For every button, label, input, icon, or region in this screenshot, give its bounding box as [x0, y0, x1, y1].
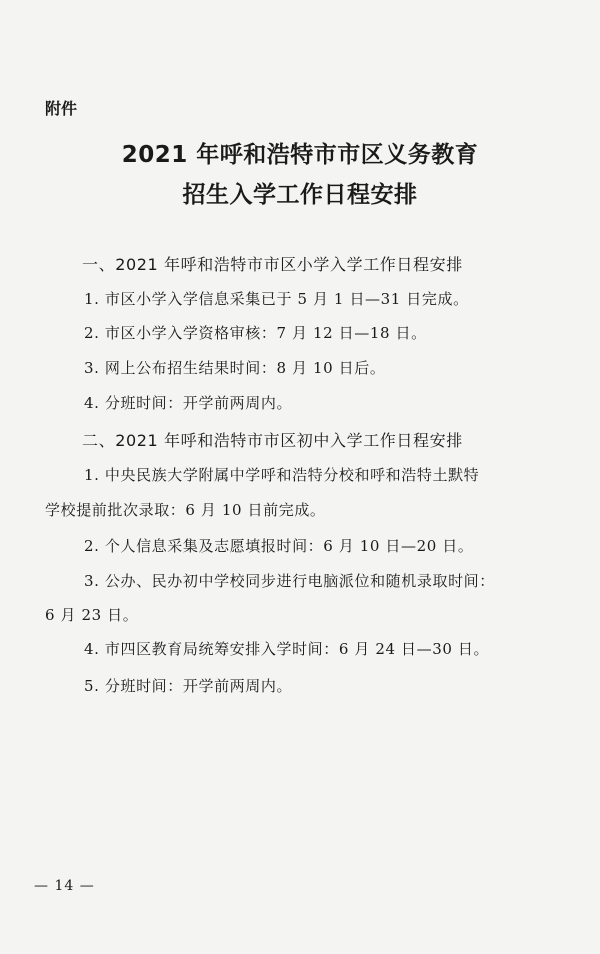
- section-2-item-5: 5. 分班时间：开学前两周内。: [84, 677, 293, 695]
- attachment-label: 附件: [45, 99, 78, 118]
- document-title-line-1: 2021 年呼和浩特市市区义务教育: [121, 142, 479, 168]
- section-1-item-1: 1. 市区小学入学信息采集已于 5 月 1 日—31 日完成。: [84, 290, 469, 308]
- section-2-item-3-line-1: 3. 公办、民办初中学校同步进行电脑派位和随机录取时间：: [84, 572, 495, 590]
- section-1-item-4: 4. 分班时间：开学前两周内。: [84, 394, 293, 412]
- page-number: — 14 —: [34, 878, 95, 894]
- section-2-item-1-line-1: 1. 中央民族大学附属中学呼和浩特分校和呼和浩特土默特: [84, 466, 480, 484]
- section-2-item-2: 2. 个人信息采集及志愿填报时间：6 月 10 日—20 日。: [84, 537, 474, 555]
- section-2-heading: 二、2021 年呼和浩特市市区初中入学工作日程安排: [82, 431, 463, 450]
- section-1-heading: 一、2021 年呼和浩特市市区小学入学工作日程安排: [82, 255, 463, 274]
- section-1-item-2: 2. 市区小学入学资格审核：7 月 12 日—18 日。: [84, 324, 427, 342]
- section-1-item-3: 3. 网上公布招生结果时间：8 月 10 日后。: [84, 359, 386, 377]
- document-title-line-2: 招生入学工作日程安排: [182, 182, 418, 208]
- section-2-item-1-line-2: 学校提前批次录取：6 月 10 日前完成。: [45, 501, 326, 519]
- section-2-item-4: 4. 市四区教育局统筹安排入学时间：6 月 24 日—30 日。: [84, 640, 490, 658]
- section-2-item-3-line-2: 6 月 23 日。: [45, 606, 139, 624]
